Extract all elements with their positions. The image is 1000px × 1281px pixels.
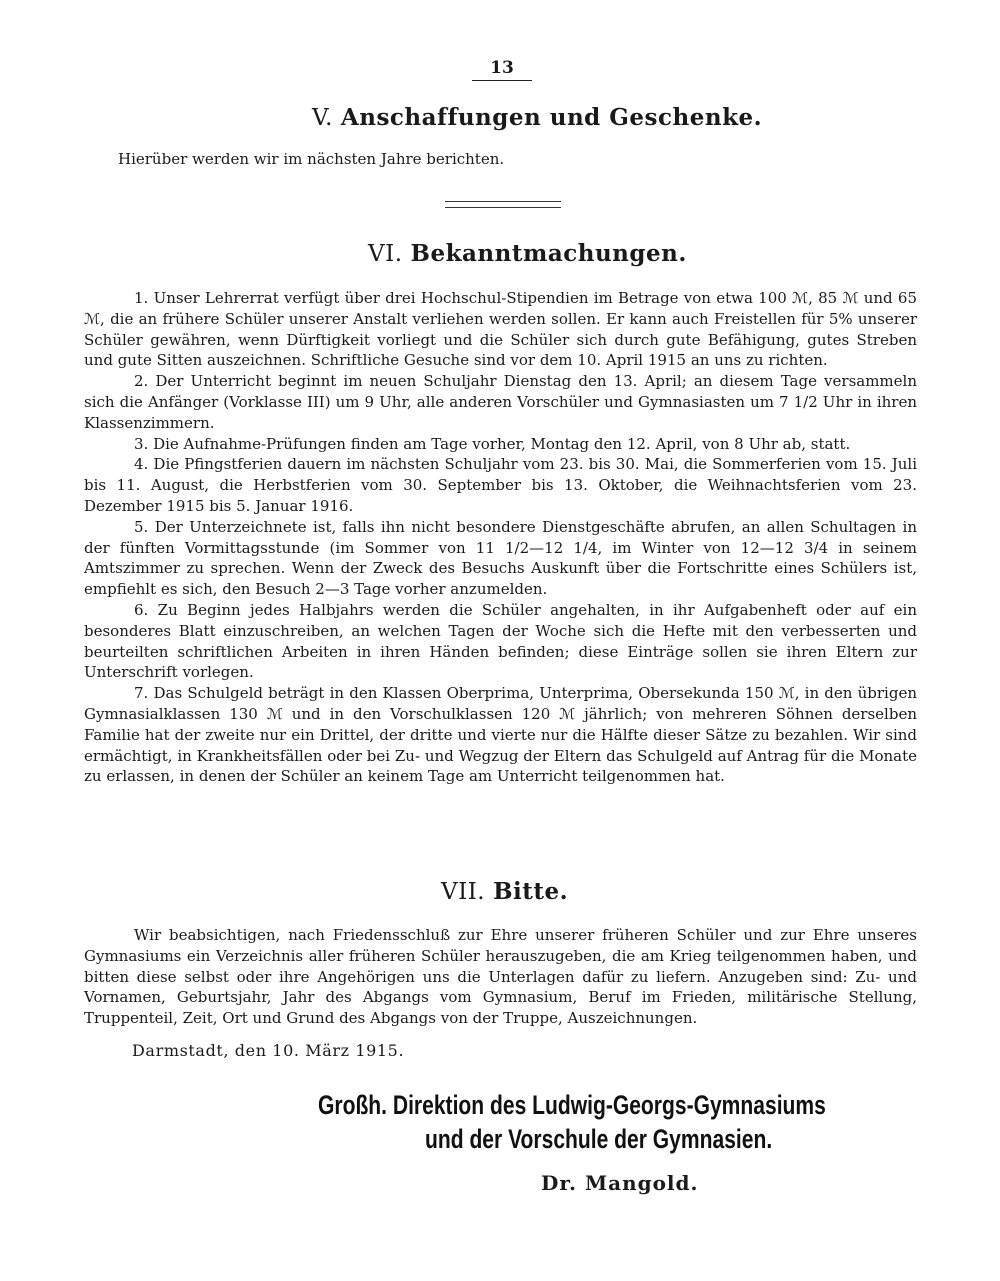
announcement-item: 4. Die Pfingstferien dauern im nächsten Schuljahr vom 23. bis 30. Mai, die Sommerferien vom 15. Juli bis 11. August, die Herbstferien vom 30. September bis 13. Oktober, die Weihnachtsferien vom 23. Dezember 1915 bis 5. Januar 1916. [84,455,917,515]
signature-line-1: Großh. Direktion des Ludwig-Georgs-Gymnasiums [318,1090,826,1120]
section-5-text: Hierüber werden wir im nächsten Jahre berichten. [118,150,505,168]
page-number: 13 [472,58,532,81]
announcement-item: 7. Das Schulgeld beträgt in den Klassen Oberprima, Unterprima, Obersekunda 150 ℳ, in den übrigen Gymnasialklassen 130 ℳ und in den Vorschulklassen 120 ℳ jährlich; von mehreren Söhnen derselben Familie hat der zweite nur ein Drittel, der dritte und vierte nur die Hälfte dieser Sätze zu bezahlen. Wir sind ermächtigt, in Krankheitsfällen oder bei Zu- und Wegzug der Eltern das Schulgeld auf Antrag für die Monate zu erlassen, in denen der Schüler an keinem Tage am Unterricht teilgenommen hat. [84,684,917,786]
section-title: Bekanntmachungen. [410,240,687,267]
announcement-item: 5. Der Unterzeichnete ist, falls ihn nicht besondere Dienstgeschäfte abrufen, an allen Schultagen in der fünften Vormittagsstunde (im Sommer von 11 1/2—12 1/4, im Winter von 12—12 3/4 in seinem Amtszimmer zu sprechen. Wenn der Zweck des Besuchs Auskunft über die Fortschritte eines Schülers ist, empfiehlt es sich, den Besuch 2—3 Tage vorher anzumelden. [84,517,917,599]
section-number: VI. [368,241,403,267]
section-number: VII. [441,879,486,905]
announcement-item: 2. Der Unterricht beginnt im neuen Schuljahr Dienstag den 13. April; an diesem Tage versammeln sich die Anfänger (Vorklasse III) um 9 Uhr, alle anderen Vorschüler und Gymnasiasten um 7 1/2 Uhr in ihren Klassenzimmern. [84,372,917,432]
section-heading-7 [441,878,568,905]
announcement-item: 1. Unser Lehrerrat verfügt über drei Hochschul-Stipendien im Betrage von etwa 100 ℳ, 85 ℳ und 65 ℳ, die an frühere Schüler unserer Anstalt verliehen werden sollen. Er kann auch Freistellen für 5% unserer Schüler gewähren, wenn Dürftigkeit vorliegt und die Schüler sich durch gute Befähigung, gutes Streben und gute Sitten auszeichnen. Schriftliche Gesuche sind vor dem 10. April 1915 an uns zu richten. [84,289,917,370]
announcement-item: 6. Zu Beginn jedes Halbjahrs werden die Schüler angehalten, in ihr Aufgabenheft oder auf ein besonderes Blatt einzuschreiben, an welchen Tagen der Woche sich die Hefte mit den verbesserten und beurteilten schriftlichen Arbeiten in ihren Händen befinden; diese Einträge sollen sie ihren Eltern zur Unterschrift vorlegen. [84,600,917,682]
section-heading-5 [312,104,762,131]
signer-name: Dr. Mangold. [541,1171,699,1195]
date-line: Darmstadt, den 10. März 1915. [132,1041,405,1060]
section-title: Anschaffungen und Geschenke. [340,104,763,131]
section-title: Bitte. [493,878,569,905]
section-number: V. [312,105,333,131]
request-paragraph [84,925,917,1029]
signature-line-2: und der Vorschule der Gymnasien. [425,1124,773,1154]
section-heading-6 [368,240,687,267]
announcements [84,288,917,787]
announcement-item: 3. Die Aufnahme-Prüfungen finden am Tage vorher, Montag den 12. April, von 8 Uhr ab, statt. [134,434,851,453]
request-text: Wir beabsichtigen, nach Friedensschluß zur Ehre unserer früheren Schüler und zur Ehre unseres Gymnasiums ein Verzeichnis aller früheren Schüler herauszugeben, die am Krieg teilgenommen haben, und bitten diese selbst oder ihre Angehörigen uns die Unterlagen dafür zu liefern. Anzugeben sind: Zu- und Vornamen, Geburtsjahr, Jahr des Abgangs vom Gymnasium, Beruf im Frieden, militärische Stellung, Truppenteil, Zeit, Ort und Grund des Abgangs von der Truppe, Auszeichnungen. [84,926,917,1028]
section-divider [445,201,561,208]
